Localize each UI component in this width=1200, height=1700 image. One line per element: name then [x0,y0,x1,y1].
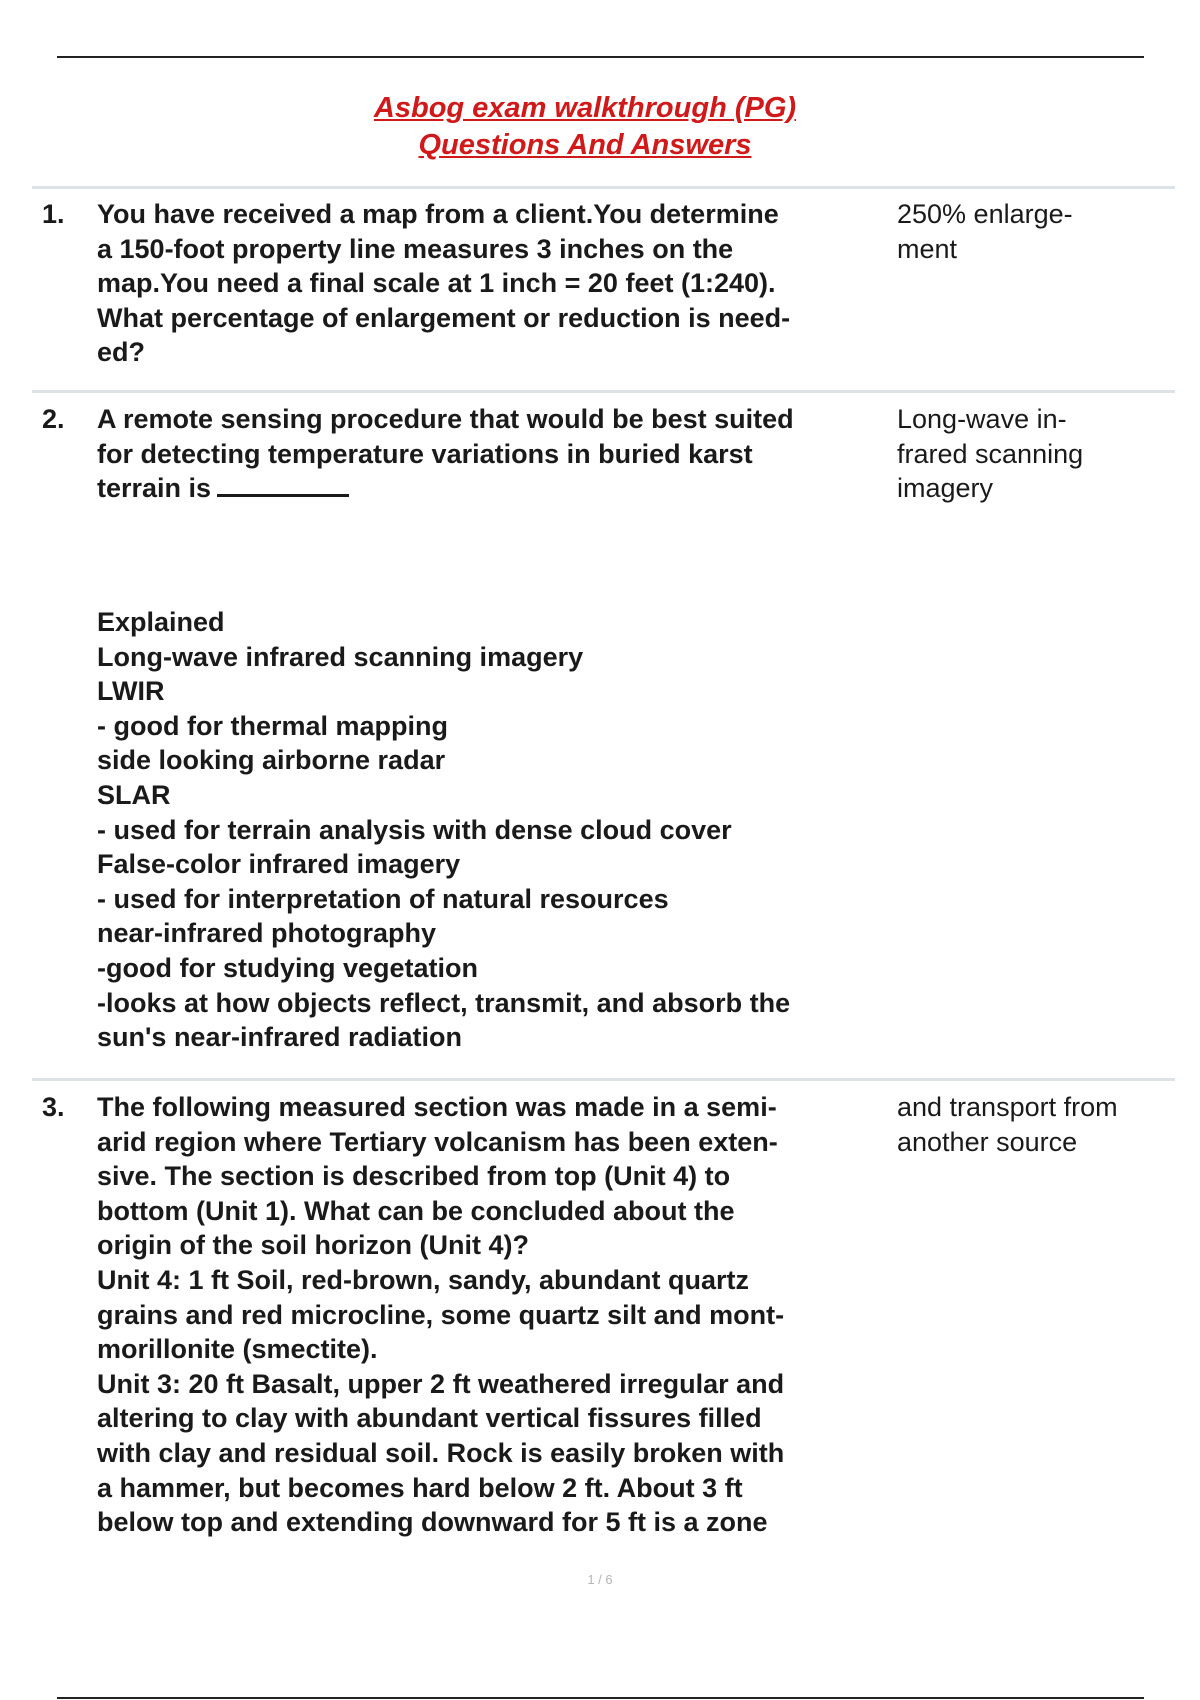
answer-line: imagery [897,473,994,504]
question-text-line: for detecting temperature variations in buried karst [97,438,753,469]
question-text-line: bottom (Unit 1). What can be concluded about the [97,1195,735,1226]
explanation-line: False-color infrared imagery [97,849,461,880]
question-text-line: ed? [97,337,146,368]
divider-2 [32,390,1175,393]
answer-line: ment [897,233,958,264]
explanation-line: near-infrared photography [97,918,437,949]
question-text-line: You have received a map from a client.You determine [97,199,779,229]
answer-line: Long-wave in- [897,404,1067,434]
question-text-line: origin of the soil horizon (Unit 4)? [97,1230,529,1261]
explanation-line: - used for interpretation of natural resources [97,883,669,914]
question-text-line: morillonite (smectite). [97,1334,378,1365]
explanation-line: Explained [97,607,225,637]
answer-line: 250% enlarge- [897,199,1073,229]
question-text-line: arid region where Tertiary volcanism has been exten- [97,1126,778,1157]
question-text-line: altering to clay with abundant vertical fissures filled [97,1403,762,1434]
bottom-rule [57,1697,1144,1699]
answer-line: another source [897,1126,1078,1157]
question-text-line: Unit 4: 1 ft Soil, red-brown, sandy, abundant quartz [97,1264,750,1295]
explanation-line: -good for studying vegetation [97,952,478,983]
question-text-line [97,471,922,506]
divider-1 [32,186,1175,189]
document-title [0,90,1170,164]
explanation-line: side looking airborne radar [97,745,446,776]
explanation-line: -looks at how objects reflect, transmit, and absorb the [97,987,791,1018]
page-number: 1 / 6 [587,1572,613,1587]
explanation-line: - good for thermal mapping [97,710,448,741]
question-text-line: The following measured section was made in a semi- [97,1092,777,1122]
question-text-line: with clay and residual soil. Rock is easily broken with [97,1437,785,1468]
answer [897,402,1182,506]
explanation-line: sun's near-infrared radiation [97,1022,463,1053]
question-number: 3. [42,1092,65,1122]
question-text-line: A remote sensing procedure that would be best suited [97,404,794,434]
question-text [97,402,922,506]
explanation-line: LWIR [97,676,165,707]
question-text-line: grains and red microcline, some quartz silt and mont- [97,1299,785,1330]
question-text [97,1090,922,1540]
answer [897,1090,1182,1159]
title-line-2: Questions And Answers [418,129,752,161]
answer [897,197,1182,266]
question-text-line: below top and extending downward for 5 ft is a zone [97,1507,768,1538]
top-rule [57,56,1144,58]
question-text-line: sive. The section is described from top (Unit 4) to [97,1161,731,1192]
divider-3 [32,1078,1175,1081]
title-line-1: Asbog exam walkthrough (PG) [373,92,797,124]
explanation-line: - used for terrain analysis with dense cloud cover [97,814,732,845]
answer-line: and transport from [897,1092,1118,1122]
question-text-line: map.You need a final scale at 1 inch = 20 feet (1:240). [97,268,776,299]
explanation [97,605,917,1055]
explanation-line: SLAR [97,779,171,810]
question-text-fragment: terrain is [97,473,212,504]
question-number: 2. [42,404,65,434]
question-text [97,197,922,370]
question-text-line: a 150-foot property line measures 3 inches on the [97,233,734,264]
question-number: 1. [42,199,65,229]
explanation-line: Long-wave infrared scanning imagery [97,641,584,672]
question-text-line: Unit 3: 20 ft Basalt, upper 2 ft weathered irregular and [97,1368,785,1399]
fill-in-blank [217,475,349,497]
answer-line: frared scanning [897,438,1084,469]
question-text-line: a hammer, but becomes hard below 2 ft. About 3 ft [97,1472,743,1503]
question-text-line: What percentage of enlargement or reduction is need- [97,302,791,333]
